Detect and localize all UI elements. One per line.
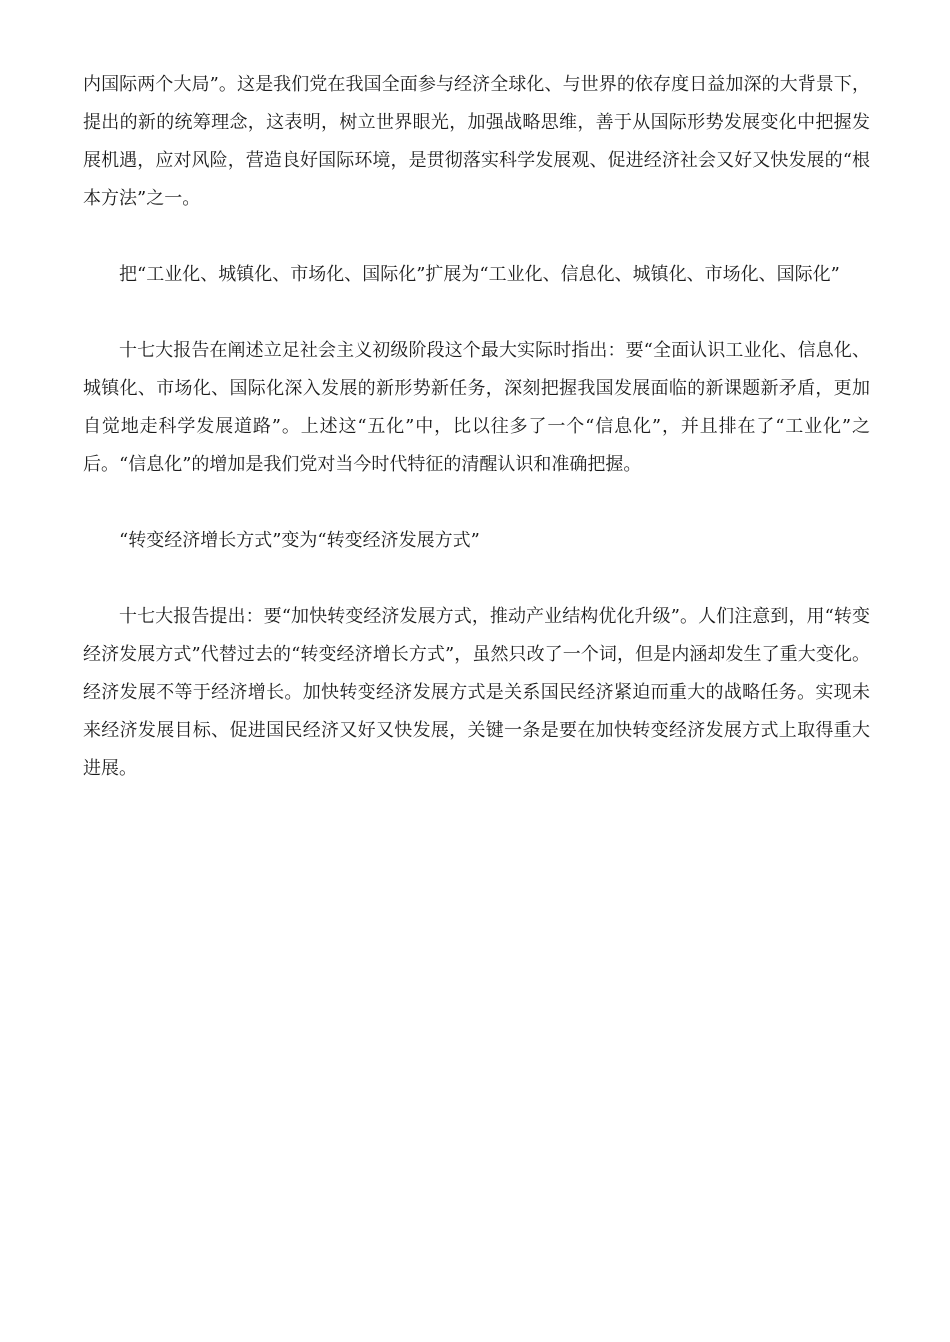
section-heading-development-mode: “转变经济增长方式”变为“转变经济发展方式” (119, 530, 480, 551)
document-body (83, 66, 870, 826)
section-heading-informatization: 把“工业化、城镇化、市场化、国际化”扩展为“工业化、信息化、城镇化、市场化、国际化” (119, 264, 840, 285)
paragraph-continuation: 内国际两个大局”。这是我们党在我国全面参与经济全球化、与世界的依存度日益加深的大背景下，提出的新的统筹理念，这表明，树立世界眼光，加强战略思维，善于从国际形势发展变化中把握发展机遇，应对风险，营造良好国际环境，是贯彻落实科学发展观、促进经济社会又好又快发展的“根本方法”之一。 (83, 74, 870, 209)
paragraph-five-modernizations: 十七大报告在阐述立足社会主义初级阶段这个最大实际时指出：要“全面认识工业化、信息化、城镇化、市场化、国际化深入发展的新形势新任务，深刻把握我国发展面临的新课题新矛盾，更加自觉地走科学发展道路”。上述这“五化”中，比以往多了一个“信息化”，并且排在了“工业化”之后。“信息化”的增加是我们党对当今时代特征的清醒认识和准确把握。 (83, 340, 870, 475)
paragraph-development-mode: 十七大报告提出：要“加快转变经济发展方式，推动产业结构优化升级”。人们注意到，用“转变经济发展方式”代替过去的“转变经济增长方式”，虽然只改了一个词，但是内涵却发生了重大变化。经济发展不等于经济增长。加快转变经济发展方式是关系国民经济紧迫而重大的战略任务。实现未来经济发展目标、促进国民经济又好又快发展，关键一条是要在加快转变经济发展方式上取得重大进展。 (83, 606, 870, 779)
